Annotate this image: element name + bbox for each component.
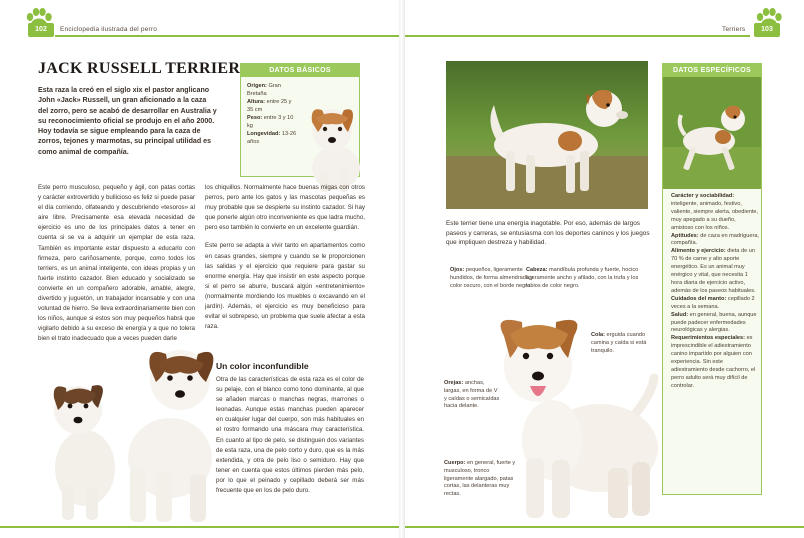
cola-label-title: Cola: xyxy=(591,332,605,338)
peso-value: entre 3 y 10 kg xyxy=(247,115,294,129)
intro-paragraph: Esta raza la creó en el siglo xix el pastor anglicano John «Jack» Russell, un gran aficionado a la caza del zorro, pero se acabó de desarrollar en Australia y su reconocimiento oficial se produjo en el año 2000. Hoy todavía se sigue empleando para la caza de zorros, tejones y marmotas, su principal utilidad es como animal de compañía. xyxy=(38,86,217,156)
two-puppies-image xyxy=(30,338,220,528)
requerimientos-value: es imprescindible el adiestramiento canino impartido por alguien con experiencia. Sin este adiestramiento desde cachorro, el perro adulto será muy difícil de controlar. xyxy=(671,335,756,389)
header-rule xyxy=(402,35,750,37)
orejas-label-title: Orejas: xyxy=(444,380,464,386)
header-rule xyxy=(55,35,402,37)
aptitudes-label: Aptitudes: xyxy=(671,232,699,239)
datos-especificos-text xyxy=(671,193,759,391)
datos-basicos-title: DATOS BÁSICOS xyxy=(241,64,359,77)
altura-label: Altura: xyxy=(247,99,266,105)
longevidad-label: Longevidad: xyxy=(247,131,281,137)
body-column-3: Otra de las características de esta raza es el color de su pelaje, con el blanco como tono dominante, al que se añaden marcas o manchas negras, marrones o leonadas. Aunque estas manchas pueden aparecer en cualquier lugar del cuerpo, son más habituales en el rostro formando una máscara muy característica. En cuanto al tipo de pelo, se distinguen dos variantes de esta raza, una de pelo corto y duro, que es la más extendida, y otra de pelo liso o semiduro. Hay que tener en cuenta que estos últimos pierden más pelo, por lo que el peinado y cepillado deberá ser más frecuente que en los de pelo duro. xyxy=(216,376,364,495)
page-number: 102 xyxy=(28,23,54,37)
cuerpo-label-title: Cuerpo: xyxy=(444,460,466,466)
photo-caption: Este terrier tiene una energía inagotable. Por eso, además de largos paseos y carreras, se entusiasma con los deportes caninos y los juegos que impliquen destreza y habilidad. xyxy=(446,220,650,247)
dog-photo xyxy=(446,61,648,209)
body-paragraph: los chiquillos. Normalmente hace buenas migas con otros perros, pero ante los gatos y las mascotas pequeñas es muy probable que se despierte su instinto cazador. Si hay que ponerle algún otro inconveniente es que ladra mucho, pero eso también lo convierte en un excelente guardián. xyxy=(205,184,365,232)
orejas-label-text: anchas, largas, en forma de V y caídas o semicaídas hacia delante. xyxy=(444,380,500,410)
cabeza-label xyxy=(526,267,646,290)
cabeza-label-title: Cabeza: xyxy=(526,267,548,273)
cuidados-value: cepillado 2 veces a la semana. xyxy=(671,295,755,310)
body-column-1: Este perro musculoso, pequeño y ágil, con patas cortas y carácter extrovertido y bullicioso es feliz si puede pasar el día corriendo, olfateando y descubriendo «tesoros» al aire libre. Precisamente esa elevada necesidad de ejercicio es uno de los principales datos a tener en cuenta si se va a adquirir un ejemplar de esta raza. También es importante estar dispuesto a educarlo con firmeza, pero cariñosamente, porque, como todos los terriers, es un animal inteligente, con ideas propias y un fuerte instinto cazador. Bien educado y socializado se convierte en un compañero adorable, amable, alegre, divertido y juguetón, un trabajador incansable y con una voluntad de hierro. Se lleva extraordinariamente bien con los niños, aunque si estos son muy pequeños habrá que vigilarlo debido a su exceso de energía y a que no tolera bien el trato inadecuado que a veces pueden darle xyxy=(38,184,195,343)
requerimientos-label: Requerimientos especiales: xyxy=(671,335,745,342)
right-page xyxy=(402,0,804,538)
peso-label: Peso: xyxy=(247,115,263,121)
cuerpo-label-text: en general, fuerte y musculoso, tronco ligeramente alargado, patas cortas, las delanteras muy rectas. xyxy=(444,460,516,498)
datos-especificos-box xyxy=(662,63,762,495)
caracter-value: inteligente, animado, festivo, valiente, siempre alerta, obediente, muy apegado a su dueño, amistoso con los niños. xyxy=(671,200,759,231)
longevidad-value: 13-26 años xyxy=(247,131,297,145)
cola-label-text: erguida cuando camina y caída si está tranquilo. xyxy=(591,332,647,354)
alimento-label: Alimento y ejercicio: xyxy=(671,248,726,255)
page-title: JACK RUSSELL TERRIER xyxy=(38,60,241,77)
caracter-label: Carácter y sociabilidad: xyxy=(671,193,735,199)
origen-label: Origen: xyxy=(247,83,267,89)
running-header: Enciclopedia ilustrada del perro xyxy=(60,26,158,33)
aptitudes-value: de caza en madriguera, compañía. xyxy=(671,232,759,247)
altura-value: entre 25 y 35 cm xyxy=(247,99,292,113)
ojos-label-title: Ojos: xyxy=(450,267,465,273)
jack-russell-image xyxy=(482,308,668,526)
puppy-image xyxy=(296,96,372,194)
salud-label: Salud: xyxy=(671,311,689,318)
footer-rule xyxy=(0,526,402,528)
running-header: Terriers xyxy=(722,26,746,33)
running-dog-image xyxy=(663,77,761,189)
cabeza-label-text: mandíbula profunda y fuerte, hocico ligeramente ancho y afilado, con la trufa y los labios de color negro. xyxy=(526,267,639,289)
book-gutter xyxy=(399,0,405,538)
body-column-2 xyxy=(205,183,365,332)
ojos-label-text: pequeños, ligeramente hundidos, de forma almendrada y color oscuro, con el borde negro. xyxy=(450,267,534,289)
salud-value: en general, buena, aunque puede padecer enfermedades neurológicas y alergias. xyxy=(671,311,757,334)
subheading: Un color inconfundible xyxy=(216,361,309,371)
datos-especificos-title: DATOS ESPECÍFICOS xyxy=(663,64,761,77)
alimento-value: dieta de un 70 % de carne y alto aporte energético. Es un animal muy enérgico y vital, que necesita 1 hora diaria de ejercicio activo, además de los paseos habituales. xyxy=(671,248,756,294)
cuidados-label: Cuidados del manto: xyxy=(671,295,727,302)
page-number: 103 xyxy=(754,23,780,37)
origen-value: Gran Bretaña xyxy=(247,83,281,97)
footer-rule xyxy=(402,526,804,528)
body-paragraph: Este perro se adapta a vivir tanto en apartamentos como en casas grandes, siempre y cuando se le proporcionen las salidas y el ejercicio que requiere para gastar su enorme energía. Hay que insistir en este aspecto porque si el perro se aburre, buscará algún «entretenimiento» (normalmente mordiendo los muebles o excavando en el jardín). Además, el ejercicio es muy beneficioso para evitar el sobrepeso, un problema que suele afectar a esta raza. xyxy=(205,242,365,331)
